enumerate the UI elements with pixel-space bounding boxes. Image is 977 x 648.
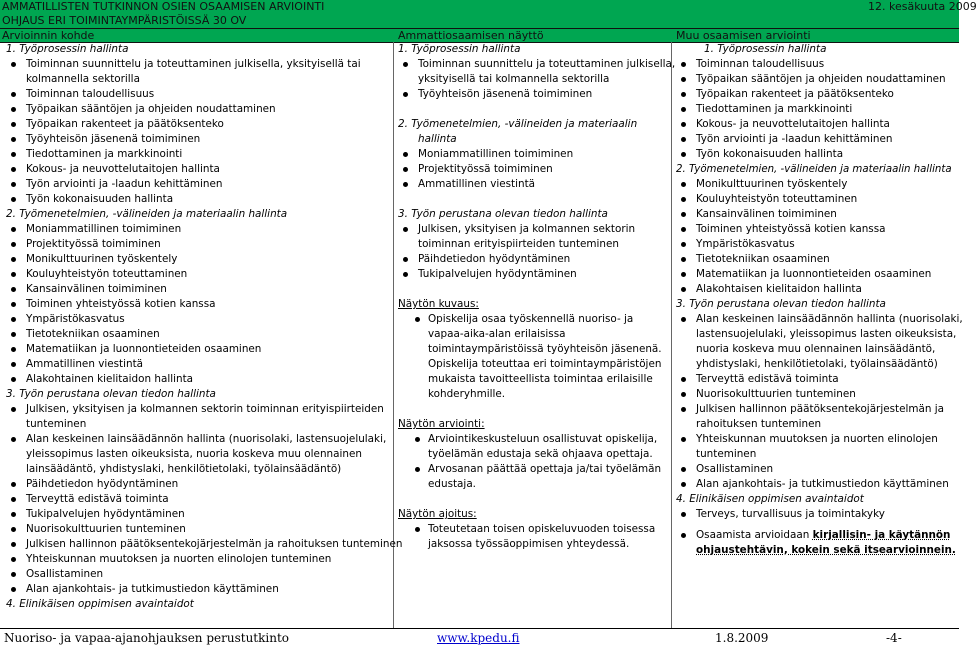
- list-item: Arvosanan päättää opettaja ja/tai työelämän: [396, 462, 668, 477]
- column-header-muu: Muu osaamisen arviointi: [676, 29, 811, 42]
- list-item-continuation: vapaa-aika-alan erilaisissa: [428, 328, 566, 340]
- subsection-label: Näytön arviointi:: [398, 418, 485, 430]
- list-item: Julkisen hallinnon päätöksentekojärjestelmän ja rahoituksen tunteminen: [4, 537, 390, 552]
- list-item-continuation: yhdistyslaki, henkilötietolaki, työlainsäädäntö): [696, 358, 938, 370]
- subsection-label: Näytön kuvaus:: [398, 298, 479, 310]
- list-item-continuation: kolmannella sektorilla: [26, 73, 140, 85]
- list-item: Arviointikeskusteluun osallistuvat opiskelija,: [396, 432, 668, 447]
- list-item: Nuorisokulttuurien tunteminen: [4, 522, 390, 537]
- list-item-continuation: kohderyhmille.: [428, 388, 506, 400]
- list-item: Työpaikan rakenteet ja päätöksenteko: [674, 87, 958, 102]
- list-item: Tukipalvelujen hyödyntäminen: [396, 267, 668, 282]
- list-item-continuation: mukaista tavoitteellista toimintaa erilaisille: [428, 373, 653, 385]
- list-item: Opiskelija osaa työskennellä nuoriso- ja: [396, 312, 668, 327]
- list-item: Julkisen hallinnon päätöksentekojärjestelmän ja: [674, 402, 958, 417]
- list-item-continuation: yksityisellä tai kolmannella sektorilla: [418, 73, 610, 85]
- list-item-continuation: yleissopimus lasten oikeuksista, nuoria koskeva muu olennainen: [26, 448, 362, 460]
- spacer: [396, 282, 668, 297]
- list-item: Monikulttuurinen työskentely: [4, 252, 390, 267]
- list-item: Toiminnan taloudellisuus: [4, 87, 390, 102]
- list-item: Tiedottaminen ja markkinointi: [4, 147, 390, 162]
- section-heading-continuation: hallinta: [418, 133, 457, 145]
- list-item: Osallistaminen: [674, 462, 958, 477]
- spacer: [396, 102, 668, 117]
- list-item: Kokous- ja neuvottelutaitojen hallinta: [4, 162, 390, 177]
- list-item: Kansainvälinen toimiminen: [4, 282, 390, 297]
- list-item: Työn arviointi ja -laadun kehittäminen: [674, 132, 958, 147]
- spacer: [396, 492, 668, 507]
- spacer: [396, 192, 668, 207]
- list-item: Moniammatillinen toimiminen: [396, 147, 668, 162]
- list-item-continuation: jaksossa työssäoppimisen yhteydessä.: [428, 538, 630, 550]
- footer-program: Nuoriso- ja vapaa-ajanohjauksen perustutkinto: [4, 631, 289, 645]
- document-subtitle: OHJAUS ERI TOIMINTAYMPÄRISTÖISSÄ 30 OV: [2, 14, 247, 27]
- list-item: Ympäristökasvatus: [4, 312, 390, 327]
- list-item: Toteutetaan toisen opiskeluvuoden toisessa: [396, 522, 668, 537]
- list-item: Alakohtaisen kielitaidon hallinta: [674, 282, 958, 297]
- list-item: Ammatillinen viestintä: [396, 177, 668, 192]
- column-arvioinnin-kohde: [4, 42, 403, 628]
- list-item: Työpaikan rakenteet ja päätöksenteko: [4, 117, 390, 132]
- list-item: Toiminen yhteistyössä kotien kanssa: [4, 297, 390, 312]
- section-heading: 1. Työprosessin hallinta: [704, 43, 827, 55]
- list-item: Alan ajankohtais- ja tutkimustiedon käyttäminen: [674, 477, 958, 492]
- subsection-label: Näytön ajoitus:: [398, 508, 477, 520]
- document-header: [0, 0, 977, 15]
- list-item: Matematiikan ja luonnontieteiden osaaminen: [674, 267, 958, 282]
- section-heading: 4. Elinikäisen oppimisen avaintaidot: [6, 598, 194, 610]
- list-item: Projektityössä toimiminen: [396, 162, 668, 177]
- section-heading: 2. Työmenetelmien, -välineiden ja materiaalin: [398, 118, 638, 130]
- list-item: Alan keskeinen lainsäädännön hallinta (nuorisolaki, lastensuojelulaki,: [4, 432, 390, 447]
- document-title: AMMATILLISTEN TUTKINNON OSIEN OSAAMISEN ARVIOINTI: [2, 0, 325, 13]
- list-item-continuation: tunteminen: [696, 448, 757, 460]
- list-item: Työpaikan sääntöjen ja ohjeiden noudattaminen: [4, 102, 390, 117]
- list-item-continuation: lastensuojelulaki, yleissopimus lasten oikeuksista,: [696, 328, 957, 340]
- list-item: Monikulttuurinen työskentely: [674, 177, 958, 192]
- footer-date: 1.8.2009: [715, 631, 769, 645]
- section-heading: 3. Työn perustana olevan tiedon hallinta: [6, 388, 216, 400]
- document-subheader: [0, 14, 959, 28]
- section-heading: 3. Työn perustana olevan tiedon hallinta: [676, 298, 886, 310]
- assessment-table: [0, 42, 963, 628]
- list-item: Tukipalvelujen hyödyntäminen: [4, 507, 390, 522]
- spacer: [396, 402, 668, 417]
- section-heading: 4. Elinikäisen oppimisen avaintaidot: [676, 493, 864, 505]
- section-heading: 2. Työmenetelmien, -välineiden ja materiaalin hallinta: [6, 208, 288, 220]
- list-item-continuation: toimintaympäristöissä työyhteisön jäsenenä.: [428, 343, 662, 355]
- assessment-methods-note: [674, 528, 958, 543]
- section-heading: 1. Työprosessin hallinta: [6, 43, 129, 55]
- list-item-continuation: nuoria koskeva muu olennainen lainsäädäntö,: [696, 343, 936, 355]
- list-item: Kansainvälinen toimiminen: [674, 207, 958, 222]
- column-muu-arviointi: [674, 42, 963, 628]
- list-item: Yhteiskunnan muutoksen ja nuorten elinolojen tunteminen: [4, 552, 390, 567]
- footer-page-number: -4-: [886, 631, 902, 645]
- list-item: Työyhteisön jäsenenä toimiminen: [396, 87, 668, 102]
- list-item: Työn arviointi ja -laadun kehittäminen: [4, 177, 390, 192]
- document-footer: [0, 628, 959, 648]
- column-header-kohde: Arvioinnin kohde: [2, 29, 95, 42]
- list-item: Terveyttä edistävä toiminta: [674, 372, 958, 387]
- section-heading: 1. Työprosessin hallinta: [398, 43, 521, 55]
- list-item: Yhteiskunnan muutoksen ja nuorten elinolojen: [674, 432, 958, 447]
- list-item: Julkisen, yksityisen ja kolmannen sektorin: [396, 222, 668, 237]
- list-item: Terveys, turvallisuus ja toimintakyky: [674, 507, 958, 522]
- list-item: Tiedottaminen ja markkinointi: [674, 102, 958, 117]
- list-item: Alan keskeinen lainsäädännön hallinta (nuorisolaki,: [674, 312, 958, 327]
- list-item-continuation: rahoituksen tunteminen: [696, 418, 822, 430]
- list-item-continuation: Opiskelija toteuttaa eri toimintaympäristöjen: [428, 358, 662, 370]
- list-item: Tietotekniikan osaaminen: [674, 252, 958, 267]
- list-item: Päihdetiedon hyödyntäminen: [396, 252, 668, 267]
- list-item: Alan ajankohtais- ja tutkimustiedon käyttäminen: [4, 582, 390, 597]
- list-item-continuation: edustaja.: [428, 478, 476, 490]
- list-item: Alakohtainen kielitaidon hallinta: [4, 372, 390, 387]
- footer-website-link[interactable]: www.kpedu.fi: [437, 631, 520, 645]
- list-item: Terveyttä edistävä toiminta: [4, 492, 390, 507]
- list-item-continuation: työelämän edustaja sekä ohjaava opettaja.: [428, 448, 653, 460]
- list-item: Projektityössä toimiminen: [4, 237, 390, 252]
- list-item: Ympäristökasvatus: [674, 237, 958, 252]
- list-item-continuation: toiminnan erityispiirteiden tunteminen: [418, 238, 619, 250]
- list-item: Julkisen, yksityisen ja kolmannen sektorin toiminnan erityispiirteiden: [4, 402, 390, 417]
- section-heading: 3. Työn perustana olevan tiedon hallinta: [398, 208, 608, 220]
- list-item: Päihdetiedon hyödyntäminen: [4, 477, 390, 492]
- list-item: Osallistaminen: [4, 567, 390, 582]
- list-item: Työn kokonaisuuden hallinta: [4, 192, 390, 207]
- list-item-continuation: tunteminen: [26, 418, 87, 430]
- list-item: Nuorisokulttuurien tunteminen: [674, 387, 958, 402]
- note-emphasis: kirjallisin- ja käytännön: [812, 529, 951, 541]
- section-heading: 2. Työmenetelmien, -välineiden ja materiaalin hallinta: [676, 164, 952, 175]
- list-item: Toiminen yhteistyössä kotien kanssa: [674, 222, 958, 237]
- list-item-continuation: lainsäädäntö, yhdistyslaki, henkilötietolaki, työlainsäädäntö): [26, 463, 342, 475]
- list-item: Toiminnan taloudellisuus: [674, 57, 958, 72]
- list-item: Toiminnan suunnittelu ja toteuttaminen julkisella, yksityisellä tai: [4, 57, 390, 72]
- list-item: Työyhteisön jäsenenä toimiminen: [4, 132, 390, 147]
- column-ammattiosaamisen-naytto: [396, 42, 676, 628]
- column-header-naytto: Ammattiosaamisen näyttö: [398, 29, 544, 42]
- list-item: Työn kokonaisuuden hallinta: [674, 147, 958, 162]
- list-item: Ammatillinen viestintä: [4, 357, 390, 372]
- note-prefix: Osaamista arvioidaan: [696, 529, 813, 541]
- list-item: Tietotekniikan osaaminen: [4, 327, 390, 342]
- list-item: Moniammatillinen toimiminen: [4, 222, 390, 237]
- list-item: Kouluyhteistyön toteuttaminen: [4, 267, 390, 282]
- list-item: Kouluyhteistyön toteuttaminen: [674, 192, 958, 207]
- assessment-methods-note-continuation: ohjaustehtävin, kokein sekä itsearvioinnein.: [696, 544, 956, 556]
- list-item: Työpaikan sääntöjen ja ohjeiden noudattaminen: [674, 72, 958, 87]
- list-item: Toiminnan suunnittelu ja toteuttaminen julkisella,: [396, 57, 668, 72]
- list-item: Kokous- ja neuvottelutaitojen hallinta: [674, 117, 958, 132]
- document-date: 12. kesäkuuta 2009: [868, 0, 977, 13]
- list-item: Matematiikan ja luonnontieteiden osaaminen: [4, 342, 390, 357]
- column-header-row: [0, 28, 959, 43]
